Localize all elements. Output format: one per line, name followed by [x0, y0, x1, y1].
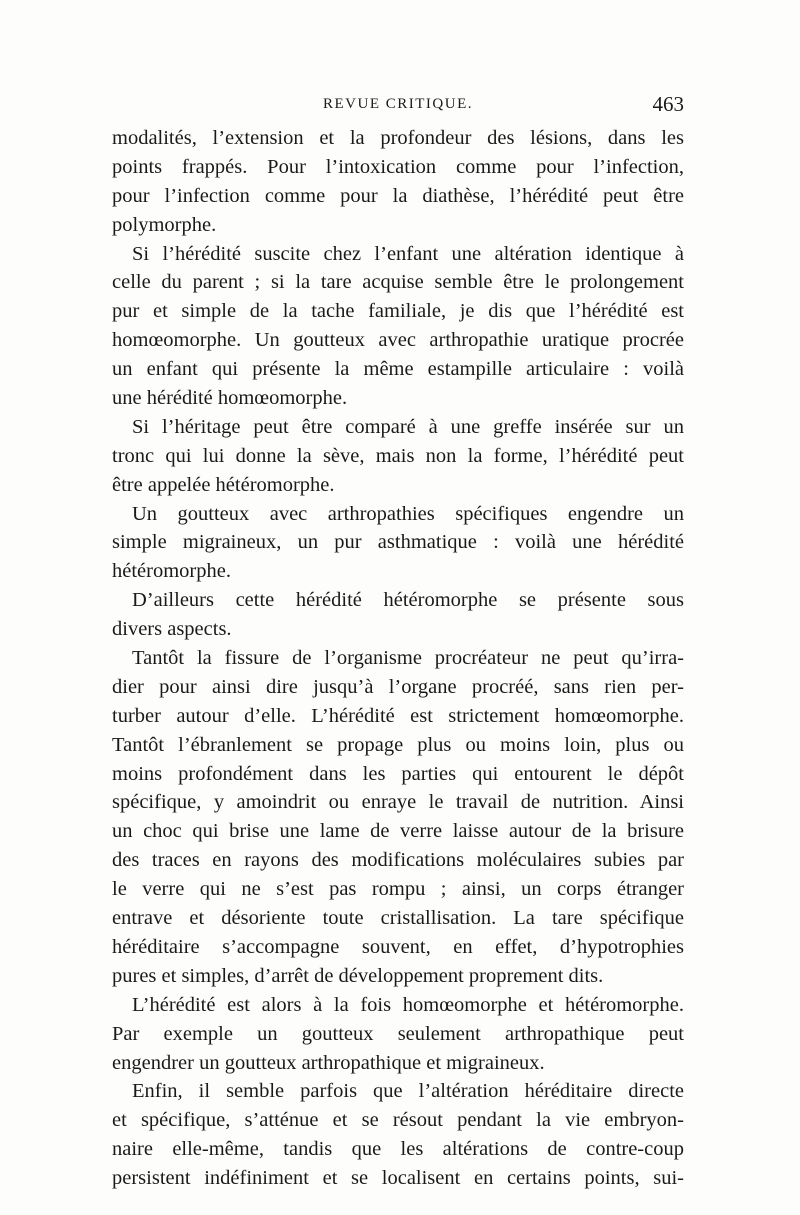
text-line: engendrer un goutteux arthropathique et migraineux. [112, 1051, 545, 1074]
text-line: Enfin, il semble parfois que l’altération héréditaire directe [132, 1080, 684, 1103]
text-line: pures et simples, d’arrêt de développement proprement dits. [112, 964, 604, 987]
text-line: Par exemple un goutteux seulement arthropathique peut [112, 1022, 684, 1045]
text-line: Si l’hérédité suscite chez l’enfant une altération identique à [132, 242, 684, 265]
text-line: turber autour d’elle. L’hérédité est strictement homœomorphe. [112, 704, 684, 727]
text-line: spécifique, y amoindrit ou enraye le travail de nutrition. Ainsi [112, 791, 684, 814]
text-line: tronc qui lui donne la sève, mais non la forme, l’hérédité peut [112, 444, 684, 467]
text-line: Un goutteux avec arthropathies spécifiques engendre un [132, 502, 684, 525]
text-line: homœomorphe. Un goutteux avec arthropathie uratique procrée [112, 329, 684, 352]
text-line: Si l’héritage peut être comparé à une greffe insérée sur un [132, 415, 684, 438]
text-line: des traces en rayons des modifications moléculaires subies par [112, 849, 684, 872]
text-line: naire elle-même, tandis que les altérations de contre-coup [112, 1138, 684, 1161]
text-line: être appelée hétéromorphe. [112, 473, 335, 496]
text-line: modalités, l’extension et la profondeur des lésions, dans les [112, 127, 684, 149]
paragraph [112, 413, 684, 500]
paragraph [112, 991, 684, 1078]
text-line: persistent indéfiniment et se localisent en certains points, sui- [112, 1167, 684, 1190]
text-line: un enfant qui présente la même estampille articulaire : voilà [112, 358, 684, 381]
running-title: REVUE CRITIQUE. [323, 96, 473, 112]
text-line: pur et simple de la tache familiale, je dis que l’hérédité est [112, 300, 684, 323]
text-line: L’hérédité est alors à la fois homœomorphe et hétéromorphe. [132, 993, 684, 1016]
text-line: pour l’infection comme pour la diathèse, l’hérédité peut être [112, 184, 684, 207]
text-line: hétéromorphe. [112, 560, 231, 583]
paragraph [112, 586, 684, 644]
paragraph [112, 644, 684, 991]
text-line: celle du parent ; si la tare acquise semble être le prolongement [112, 271, 684, 294]
page-header [112, 92, 684, 118]
text-line: et spécifique, s’atténue et se résout pendant la vie embryon- [112, 1109, 684, 1132]
text-line: moins profondément dans les parties qui entourent le dépôt [112, 762, 684, 785]
text-line: Tantôt la fissure de l’organisme procréateur ne peut qu’irra- [132, 647, 684, 670]
paragraph [112, 240, 684, 413]
text-line: simple migraineux, un pur asthmatique : voilà une hérédité [112, 531, 684, 554]
body-text [112, 124, 684, 1193]
text-line: une hérédité homœomorphe. [112, 387, 348, 410]
text-line: un choc qui brise une lame de verre laisse autour de la brisure [112, 820, 684, 843]
text-line: le verre qui ne s’est pas rompu ; ainsi, un corps étranger [112, 878, 684, 901]
paragraph [112, 1077, 684, 1193]
text-line: entrave et désoriente toute cristallisation. La tare spécifique [112, 907, 684, 930]
text-line: D’ailleurs cette hérédité hétéromorphe se présente sous [132, 589, 684, 612]
page-number: 463 [652, 92, 684, 116]
paragraph [112, 124, 684, 240]
text-line: polymorphe. [112, 213, 217, 236]
paragraph [112, 500, 684, 587]
text-line: points frappés. Pour l’intoxication comme pour l’infection, [112, 155, 684, 178]
text-line: divers aspects. [112, 618, 232, 641]
text-line: dier pour ainsi dire jusqu’à l’organe procréé, sans rien per- [112, 675, 684, 698]
text-line: Tantôt l’ébranlement se propage plus ou moins loin, plus ou [112, 733, 684, 756]
text-line: héréditaire s’accompagne souvent, en effet, d’hypotrophies [112, 935, 684, 958]
